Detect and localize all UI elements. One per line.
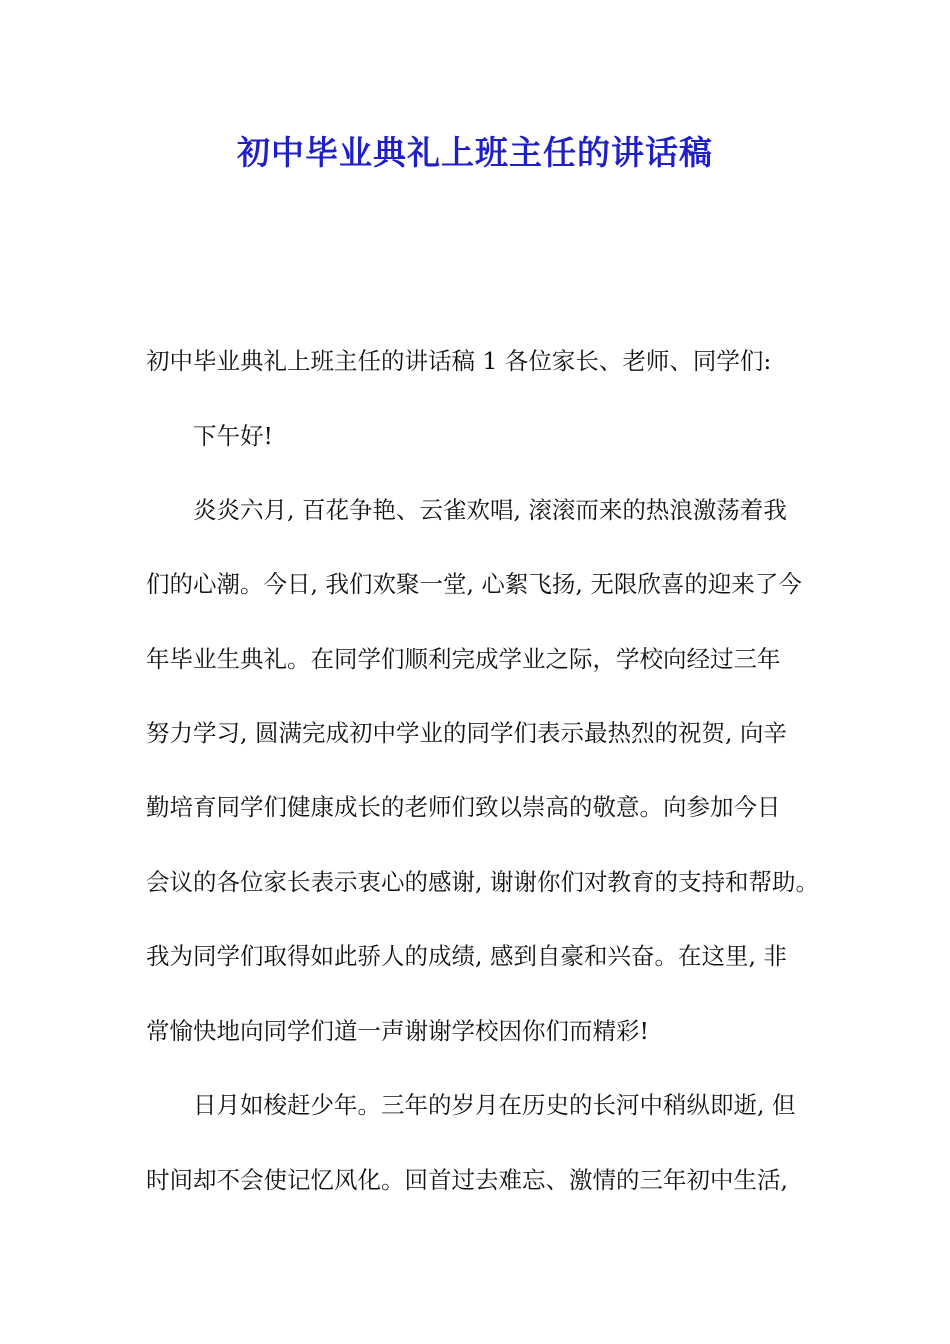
text-line-7: 勤培育同学们健康成长的老师们致以崇高的敬意。向参加今日 xyxy=(146,793,781,821)
text-line-3: 炎炎六月, 百花争艳、云雀欢唱, 滚滚而来的热浪激荡着我 xyxy=(193,496,787,524)
text-line-9: 我为同学们取得如此骄人的成绩, 感到自豪和兴奋。在这里, 非 xyxy=(146,942,787,970)
text-line-6: 努力学习, 圆满完成初中学业的同学们表示最热烈的祝贺, 向辛 xyxy=(146,719,787,747)
text-line-12: 时间却不会使记忆风化。回首过去难忘、激情的三年初中生活, xyxy=(146,1166,788,1194)
text-line-5: 年毕业生典礼。在同学们顺利完成学业之际，学校向经过三年 xyxy=(146,645,781,673)
text-line-8: 会议的各位家长表示衷心的感谢, 谢谢你们对教育的支持和帮助。 xyxy=(146,868,819,896)
text-line-2: 下午好! xyxy=(193,422,273,450)
text-line-11: 日月如梭赶少年。三年的岁月在历史的长河中稍纵即逝, 但 xyxy=(193,1091,796,1119)
text-line-4: 们的心潮。今日, 我们欢聚一堂, 心絮飞扬, 无限欣喜的迎来了今 xyxy=(146,570,802,598)
text-line-10: 常愉快地向同学们道一声谢谢学校因你们而精彩! xyxy=(146,1017,649,1045)
page-title: 初中毕业典礼上班主任的讲话稿 xyxy=(237,133,713,172)
text-line-1: 初中毕业典礼上班主任的讲话稿 1 各位家长、老师、同学们: xyxy=(146,347,772,375)
